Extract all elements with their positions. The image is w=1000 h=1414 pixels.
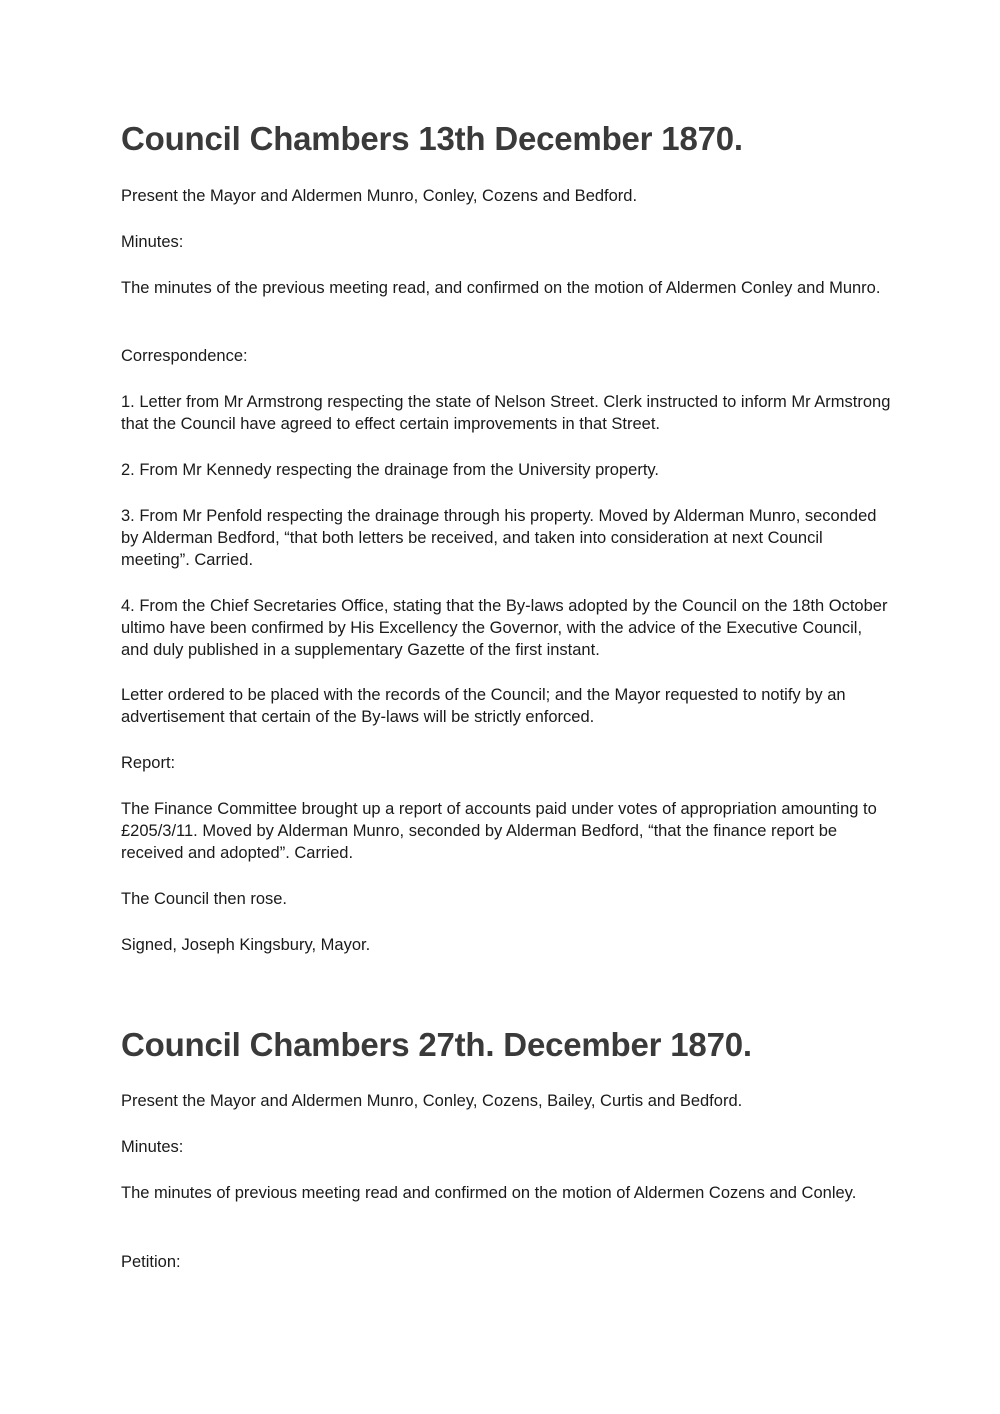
report-text: The Finance Committee brought up a report of accounts paid under votes of appropriation amounting to £205/3/11. Moved by Alderman Munro, seconded by Alderman Bedford, “that the finance report be received and adopted”. Carried.: [121, 800, 877, 862]
signed-line: Signed, Joseph Kingsbury, Mayor.: [121, 936, 371, 954]
present-line: Present the Mayor and Aldermen Munro, Conley, Cozens, Bailey, Curtis and Bedford.: [121, 1092, 743, 1110]
correspondence-item-2: 2. From Mr Kennedy respecting the drainage from the University property.: [121, 461, 660, 479]
correspondence-item-1: 1. Letter from Mr Armstrong respecting the state of Nelson Street. Clerk instructed to inform Mr Armstrong that the Council have agreed to effect certain improvements in that Street.: [121, 393, 891, 433]
meeting-heading: Council Chambers 13th December 1870.: [121, 120, 743, 157]
present-line: Present the Mayor and Aldermen Munro, Conley, Cozens and Bedford.: [121, 187, 638, 205]
minutes-label: Minutes:: [121, 1138, 184, 1156]
correspondence-item-4: 4. From the Chief Secretaries Office, stating that the By-laws adopted by the Council on the 18th October ultimo have been confirmed by His Excellency the Governor, with the advice of the Executive Council, and duly published in a supplementary Gazette of the first instant.: [121, 597, 888, 659]
minutes-text: The minutes of previous meeting read and confirmed on the motion of Aldermen Cozens and Conley.: [121, 1184, 857, 1202]
letter-ordered-text: Letter ordered to be placed with the records of the Council; and the Mayor requested to notify by an advertisement that certain of the By-laws will be strictly enforced.: [121, 686, 846, 726]
minutes-label: Minutes:: [121, 233, 184, 251]
correspondence-item-3: 3. From Mr Penfold respecting the drainage through his property. Moved by Alderman Munro, seconded by Alderman Bedford, “that both letters be received, and taken into consideration at next Council meeting”. Carried.: [121, 507, 877, 569]
meeting-heading: Council Chambers 27th. December 1870.: [121, 1026, 752, 1063]
council-rose-text: The Council then rose.: [121, 890, 288, 908]
petition-label: Petition:: [121, 1253, 181, 1271]
minutes-text: The minutes of the previous meeting read, and confirmed on the motion of Aldermen Conley and Munro.: [121, 279, 881, 297]
correspondence-label: Correspondence:: [121, 347, 248, 365]
report-label: Report:: [121, 754, 176, 772]
